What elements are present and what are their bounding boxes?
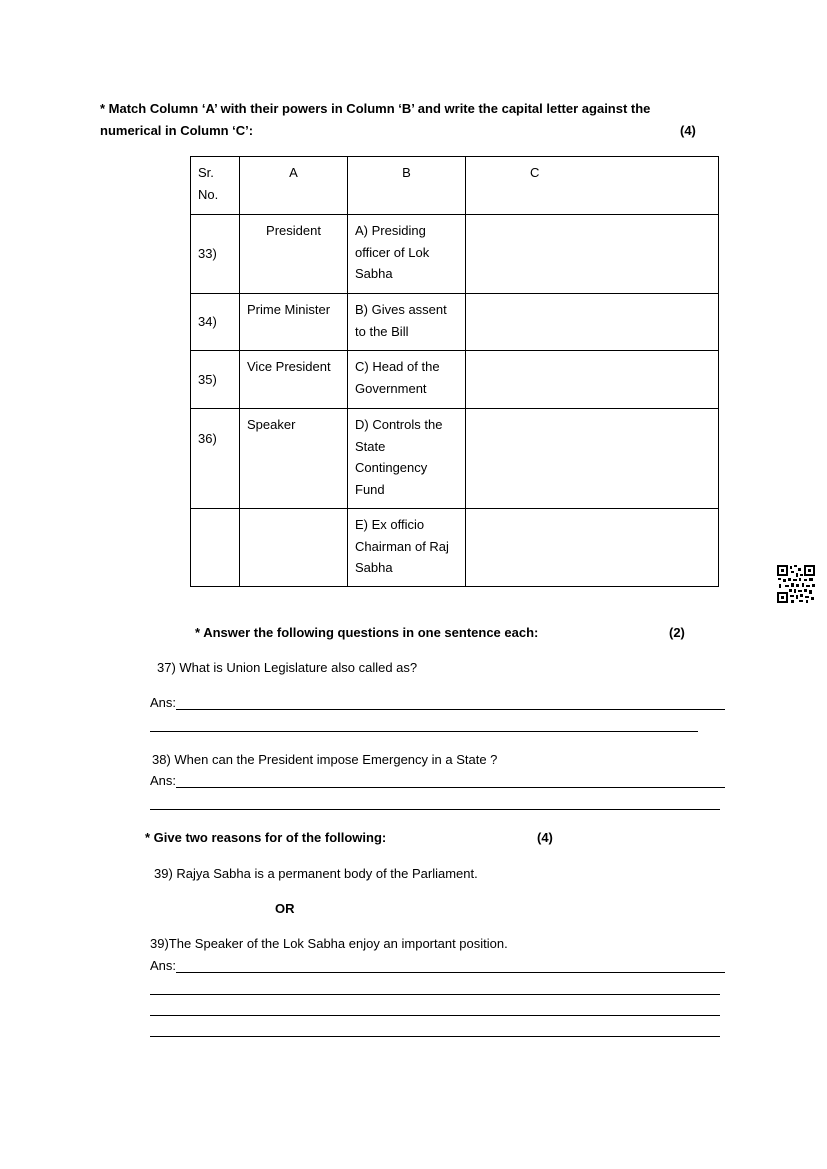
- answer-line-38a[interactable]: [176, 787, 725, 788]
- row-a: Speaker: [240, 409, 348, 509]
- row-b: D) Controls the State Contingency Fund: [348, 409, 466, 509]
- table-row: [191, 215, 719, 294]
- table-row: [191, 409, 719, 509]
- question-39a: 39) Rajya Sabha is a permanent body of the Parliament.: [154, 866, 478, 881]
- question-38: 38) When can the President impose Emergency in a State ?: [152, 752, 498, 767]
- row-sr-label: 36): [198, 431, 217, 446]
- row-sr: [191, 509, 240, 587]
- answer-line-39d[interactable]: [150, 1036, 720, 1037]
- answer-line-38b[interactable]: [150, 809, 720, 810]
- answer-line-39a[interactable]: [176, 972, 725, 973]
- ans-label-38: Ans:: [150, 773, 177, 788]
- ans-label-39: Ans:: [150, 958, 177, 973]
- answer-line-37b[interactable]: [150, 731, 698, 732]
- table-row: [191, 294, 719, 351]
- question-37: 37) What is Union Legislature also called as?: [157, 660, 418, 675]
- ans-label-37: Ans:: [150, 695, 177, 710]
- table-row: [191, 351, 719, 409]
- answer-line-39b[interactable]: [150, 994, 720, 995]
- row-b: C) Head of the Government: [348, 351, 466, 409]
- table-header-row: [191, 157, 719, 215]
- row-sr: [191, 409, 240, 509]
- reasons-marks: (4): [537, 830, 553, 845]
- header-b: B: [348, 157, 466, 215]
- match-heading-line2: numerical in Column ‘C’:: [100, 123, 254, 138]
- question-39b: 39)The Speaker of the Lok Sabha enjoy an important position.: [150, 936, 508, 951]
- row-c-answer[interactable]: [466, 509, 719, 587]
- answer-heading: * Answer the following questions in one sentence each:: [195, 625, 539, 640]
- row-b: E) Ex officio Chairman of Raj Sabha: [348, 509, 466, 587]
- row-a: [240, 509, 348, 587]
- row-b: A) Presiding officer of Lok Sabha: [348, 215, 466, 294]
- row-sr: 34): [191, 294, 240, 351]
- reasons-heading: * Give two reasons for of the following:: [145, 830, 387, 845]
- match-table: [190, 156, 719, 587]
- row-a: Prime Minister: [240, 294, 348, 351]
- match-marks: (4): [680, 123, 696, 138]
- row-a: President: [240, 215, 348, 294]
- match-heading-line1: * Match Column ‘A’ with their powers in Column ‘B’ and write the capital letter against the: [100, 101, 651, 116]
- row-a: Vice President: [240, 351, 348, 409]
- row-sr: 33): [191, 215, 240, 294]
- answer-line-39c[interactable]: [150, 1015, 720, 1016]
- or-label: OR: [275, 901, 295, 916]
- row-c-answer[interactable]: [466, 351, 719, 409]
- row-c-answer[interactable]: [466, 294, 719, 351]
- row-sr: 35): [191, 351, 240, 409]
- header-c-label: C: [530, 165, 540, 180]
- table-row: [191, 509, 719, 587]
- answer-line-37a[interactable]: [176, 709, 725, 710]
- qr-code-icon: [777, 565, 815, 603]
- row-c-answer[interactable]: [466, 215, 719, 294]
- row-c-answer[interactable]: [466, 409, 719, 509]
- header-sr: Sr. No.: [191, 157, 240, 215]
- header-c: [466, 157, 719, 215]
- header-a: A: [240, 157, 348, 215]
- answer-marks: (2): [669, 625, 685, 640]
- row-b: B) Gives assent to the Bill: [348, 294, 466, 351]
